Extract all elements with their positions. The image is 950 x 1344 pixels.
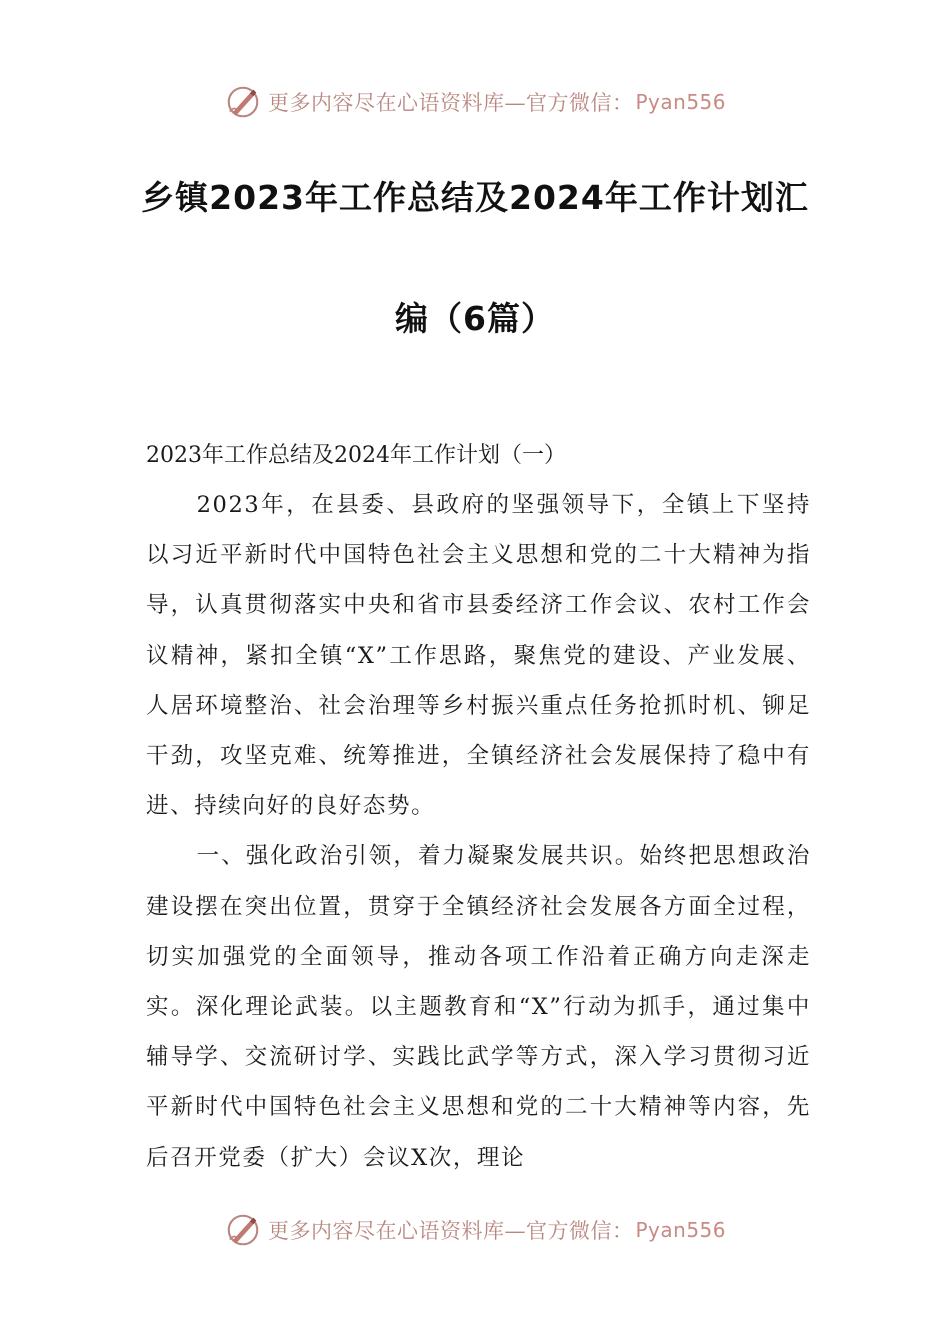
watermark-handle: Pyan556 — [635, 90, 726, 114]
watermark-text: 更多内容尽在心语资料库—官方微信： — [267, 91, 634, 115]
footer-watermark — [0, 1210, 950, 1250]
pen-logo-icon — [224, 83, 262, 121]
paragraph-intro: 2023年，在县委、县政府的坚强领导下，全镇上下坚持以习近平新时代中国特色社会主义思想和党的二十大精神为指导，认真贯彻落实中央和省市县委经济工作会议、农村工作会议精神，紧扣全镇“X”工作思路，聚焦党的建设、产业发展、人居环境整治、社会治理等乡村振兴重点任务抢抓时机、铆足干劲，攻坚克难、统筹推进，全镇经济社会发展保持了稳中有进、持续向好的良好态势。 — [146, 492, 811, 820]
section-heading: 2023年工作总结及2024年工作计划（一） — [146, 443, 566, 468]
paragraph-point-one: 一、强化政治引领，着力凝聚发展共识。始终把思想政治建设摆在突出位置，贯穿于全镇经济社会发展各方面全过程，切实加强党的全面领导，推动各项工作沿着正确方向走深走实。深化理论武装。以主题教育和“X”行动为抓手，通过集中辅导学、交流研讨学、实践比武学等方式，深入学习贯彻习近平新时代中国特色社会主义思想和党的二十大精神等内容，先后召开党委（扩大）会议X次，理论 — [146, 843, 811, 1171]
document-title-line-2: 编（6篇） — [395, 299, 555, 338]
header-watermark — [0, 82, 950, 122]
pen-logo-icon — [224, 1211, 262, 1249]
body-text — [146, 480, 811, 1183]
document-title-line-1: 乡镇2023年工作总结及2024年工作计划汇 — [141, 178, 809, 217]
watermark-text: 更多内容尽在心语资料库—官方微信： — [267, 1219, 634, 1243]
watermark-handle: Pyan556 — [635, 1218, 726, 1242]
